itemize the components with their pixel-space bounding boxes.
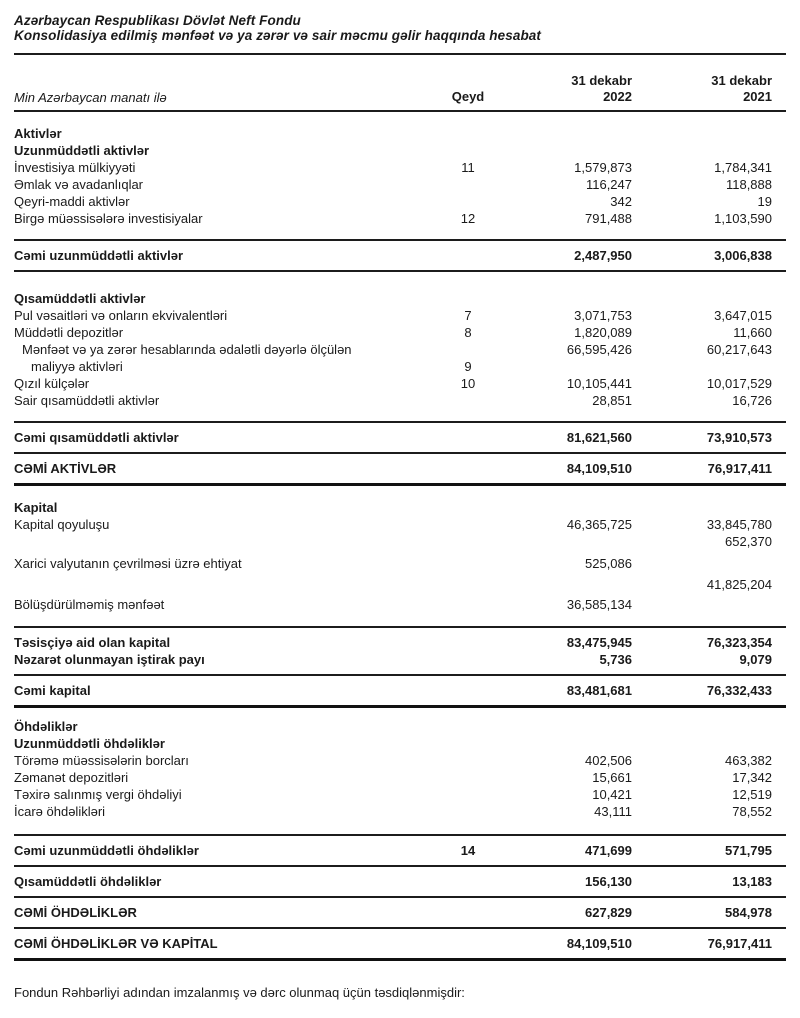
row-label: Öhdəliklər: [14, 719, 78, 734]
row-label: Cəmi qısamüddətli aktivlər: [14, 430, 179, 445]
row-note: [438, 341, 498, 358]
row-label: Qeyri-maddi aktivlər: [14, 194, 130, 209]
row-note: [438, 735, 498, 752]
table-row: [14, 516, 786, 533]
row-note: [438, 634, 498, 651]
row-value-2021: 10,017,529: [706, 376, 772, 391]
table-row: [14, 718, 786, 735]
row-label: Uzunmüddətli aktivlər: [14, 143, 150, 158]
row-note: [438, 499, 498, 516]
row-note: [438, 873, 498, 890]
row-note: [438, 247, 498, 264]
row-note: [438, 142, 498, 159]
row-value-2022: 3,071,753: [574, 308, 632, 323]
row-value-2021: 16,726: [732, 393, 772, 408]
row-label: İcarə öhdəlikləri: [14, 804, 106, 819]
row-label: Xarici valyutanın çevrilməsi üzrə ehtiyat: [14, 556, 242, 571]
row-note: [438, 935, 498, 952]
row-label: CƏMİ ÖHDƏLİKLƏR: [14, 905, 137, 920]
row-value-2021: 11,660: [733, 325, 772, 340]
spacer: [14, 486, 786, 499]
row-label: Qızıl külçələr: [14, 376, 90, 391]
row-value-2021: 584,978: [725, 905, 772, 920]
row-label: Zəmanət depozitləri: [14, 770, 129, 785]
row-note: [438, 460, 498, 477]
row-value-2021: 1,103,590: [714, 211, 772, 226]
row-value-2022: 1,820,089: [574, 325, 632, 340]
table-row: [14, 651, 786, 668]
row-label: Kapital: [14, 500, 58, 515]
row-value-2021: [646, 125, 786, 142]
row-value-2021: [646, 358, 786, 375]
row-note: [438, 176, 498, 193]
table-row: [14, 125, 786, 142]
table-row: [14, 803, 786, 820]
row-note: [438, 769, 498, 786]
row-value-2022: 2,487,950: [574, 248, 632, 263]
row-label: Cəmi kapital: [14, 683, 91, 698]
row-note: [438, 803, 498, 820]
table-row: [14, 210, 786, 227]
row-value-2021: [646, 142, 786, 159]
spacer: [14, 708, 786, 718]
table-row: [14, 533, 786, 550]
row-value-2022: 83,475,945: [566, 635, 632, 650]
row-value-2021: 41,825,204: [706, 577, 772, 592]
row-value-2021: 652,370: [725, 534, 772, 549]
row-value-2022: 15,661: [592, 770, 632, 785]
row-label: Təxirə salınmış vergi öhdəliyi: [14, 787, 182, 802]
table-row: [14, 499, 786, 516]
row-note: [438, 904, 498, 921]
document-header: [14, 13, 786, 43]
row-value-2021: 9,079: [739, 652, 772, 667]
row-value-2022: 402,506: [585, 753, 632, 768]
row-value-2022: 471,699: [585, 843, 632, 858]
row-value-2022: 5,736: [599, 652, 632, 667]
row-note: 12: [460, 211, 476, 226]
table-row: [14, 454, 786, 483]
row-note: [438, 429, 498, 446]
row-label: Nəzarət olunmayan iştirak payı: [14, 652, 205, 667]
row-value-2022: 342: [610, 194, 632, 209]
table-row: [14, 341, 786, 358]
table-row: [14, 555, 786, 572]
row-value-2021: [646, 555, 786, 572]
row-label: CƏMİ AKTİVLƏR: [14, 461, 117, 476]
row-value-2021: 60,217,643: [706, 342, 772, 357]
row-value-2022: [498, 576, 646, 593]
table-row: [14, 423, 786, 452]
row-note: [438, 516, 498, 533]
row-note: [438, 392, 498, 409]
row-note: [438, 125, 498, 142]
column-header-2022: [498, 73, 646, 105]
row-note: 10: [460, 376, 476, 391]
row-label: Uzunmüddətli öhdəliklər: [14, 736, 165, 751]
table-row: [14, 867, 786, 896]
row-value-2022: [498, 358, 646, 375]
row-note: [438, 682, 498, 699]
row-value-2021: [646, 596, 786, 613]
row-label: Müddətli depozitlər: [14, 325, 124, 340]
row-note: 14: [460, 843, 476, 858]
row-label: maliyyə aktivləri: [31, 359, 123, 374]
row-value-2021: 3,647,015: [714, 308, 772, 323]
spacer: [14, 613, 786, 626]
spacer: [14, 409, 786, 421]
row-note: [438, 718, 498, 735]
row-value-2022: 791,488: [585, 211, 632, 226]
row-note: 9: [464, 359, 472, 374]
column-header-2022-line2: 2022: [603, 89, 632, 104]
row-value-2021: [646, 735, 786, 752]
row-label: [14, 576, 438, 593]
row-label: Birgə müəssisələrə investisiyalar: [14, 211, 203, 226]
row-value-2021: 571,795: [725, 843, 772, 858]
row-label: Bölüşdürülməmiş mənfəət: [14, 597, 165, 612]
row-note: [438, 193, 498, 210]
row-value-2022: 84,109,510: [566, 461, 632, 476]
row-label: Mənfəət və ya zərər hesablarında ədalətli dəyərlə ölçülən: [22, 342, 352, 357]
row-label: [14, 533, 438, 550]
row-value-2021: 78,552: [732, 804, 772, 819]
row-note: 8: [464, 325, 472, 340]
table-row: [14, 307, 786, 324]
row-value-2022: 43,111: [594, 804, 632, 819]
row-value-2022: 1,579,873: [574, 160, 632, 175]
row-value-2021: 12,519: [732, 787, 772, 802]
document-title: Azərbaycan Respublikası Dövlət Neft Fondu: [14, 13, 301, 28]
row-value-2021: 1,784,341: [714, 160, 772, 175]
row-value-2022: 36,585,134: [566, 597, 632, 612]
row-label: Pul vəsaitləri və onların ekvivalentləri: [14, 308, 228, 323]
row-label: Sair qısamüddətli aktivlər: [14, 393, 160, 408]
table-row: [14, 159, 786, 176]
table-body: [14, 125, 786, 961]
row-value-2021: 76,323,354: [706, 635, 772, 650]
table-row: [14, 576, 786, 593]
table-row: [14, 176, 786, 193]
row-note: 7: [464, 308, 472, 323]
row-note: 11: [461, 160, 475, 175]
row-note: [438, 596, 498, 613]
row-value-2022: 10,105,441: [566, 376, 632, 391]
row-value-2022: 46,365,725: [566, 517, 632, 532]
table-row: [14, 836, 786, 865]
units-label: Min Azərbaycan manatı ilə: [14, 90, 167, 105]
row-value-2022: 627,829: [585, 905, 632, 920]
row-value-2022: [498, 142, 646, 159]
column-header-2021: [646, 73, 786, 105]
row-value-2021: [646, 290, 786, 307]
row-value-2021: [646, 499, 786, 516]
table-row: [14, 929, 786, 958]
header-divider: [14, 110, 786, 112]
row-value-2021: 76,917,411: [707, 936, 772, 951]
row-note: [438, 651, 498, 668]
table-row: [14, 676, 786, 705]
row-note: [438, 576, 498, 593]
row-value-2022: [498, 533, 646, 550]
table-row: [14, 769, 786, 786]
table-row: [14, 241, 786, 270]
row-label: Qısamüddətli öhdəliklər: [14, 874, 162, 889]
row-label: Aktivlər: [14, 126, 62, 141]
row-value-2021: 118,888: [725, 177, 772, 192]
row-value-2022: [498, 499, 646, 516]
row-value-2022: 28,851: [592, 393, 632, 408]
row-label: İnvestisiya mülkiyyəti: [14, 160, 136, 175]
row-value-2021: 76,917,411: [707, 461, 772, 476]
table-column-header: [14, 55, 786, 110]
column-header-2021-line1: 31 dekabr: [711, 73, 772, 88]
row-note: [438, 533, 498, 550]
table-row: [14, 786, 786, 803]
row-value-2021: 17,342: [732, 770, 772, 785]
spacer: [14, 820, 786, 834]
row-value-2021: 19: [757, 194, 772, 209]
table-row: [14, 735, 786, 752]
table-row: [14, 898, 786, 927]
row-value-2021: 73,910,573: [706, 430, 772, 445]
table-row: [14, 324, 786, 341]
row-value-2022: [498, 290, 646, 307]
row-value-2022: 83,481,681: [566, 683, 632, 698]
footer-note: Fondun Rəhbərliyi adından imzalanmış və dərc olunmaq üçün təsdiqlənmişdir:: [14, 985, 465, 1000]
column-header-2021-line2: 2021: [743, 89, 772, 104]
row-value-2022: 525,086: [585, 556, 632, 571]
row-value-2022: 116,247: [585, 177, 632, 192]
row-value-2022: 66,595,426: [566, 342, 632, 357]
row-value-2022: [498, 718, 646, 735]
spacer: [14, 272, 786, 290]
row-label: Törəmə müəssisələrin borcları: [14, 753, 189, 768]
table-row: [14, 375, 786, 392]
row-label: Cəmi uzunmüddətli öhdəliklər: [14, 843, 199, 858]
table-row: [14, 142, 786, 159]
row-note: [438, 786, 498, 803]
spacer: [14, 227, 786, 239]
table-row: [14, 596, 786, 613]
row-value-2021: 3,006,838: [714, 248, 772, 263]
table-row: [14, 358, 786, 375]
table-row: [14, 290, 786, 307]
row-value-2022: [498, 735, 646, 752]
divider: [14, 958, 786, 961]
row-label: Əmlak və avadanlıqlar: [14, 177, 144, 192]
row-value-2022: 84,109,510: [566, 936, 632, 951]
row-note: [438, 290, 498, 307]
row-note: [438, 752, 498, 769]
document-subtitle: Konsolidasiya edilmiş mənfəət və ya zərər və sair məcmu gəlir haqqında hesabat: [14, 28, 542, 43]
row-value-2022: 156,130: [585, 874, 632, 889]
row-value-2021: [646, 718, 786, 735]
note-column-header: Qeyd: [451, 89, 485, 104]
row-value-2021: 463,382: [725, 753, 772, 768]
row-label: Kapital qoyuluşu: [14, 517, 110, 532]
row-value-2021: 13,183: [732, 874, 772, 889]
table-row: [14, 392, 786, 409]
row-label: CƏMİ ÖHDƏLİKLƏR VƏ KAPİTAL: [14, 936, 218, 951]
row-value-2022: 81,621,560: [566, 430, 632, 445]
row-value-2022: 10,421: [592, 787, 632, 802]
row-value-2021: 76,332,433: [706, 683, 772, 698]
row-label: Qısamüddətli aktivlər: [14, 291, 146, 306]
row-value-2022: [498, 125, 646, 142]
table-row: [14, 193, 786, 210]
row-value-2021: 33,845,780: [706, 517, 772, 532]
table-row: [14, 634, 786, 651]
row-note: [438, 555, 498, 572]
column-header-2022-line1: 31 dekabr: [571, 73, 632, 88]
row-label: Təsisçiyə aid olan kapital: [14, 635, 171, 650]
row-label: Cəmi uzunmüddətli aktivlər: [14, 248, 184, 263]
table-row: [14, 752, 786, 769]
